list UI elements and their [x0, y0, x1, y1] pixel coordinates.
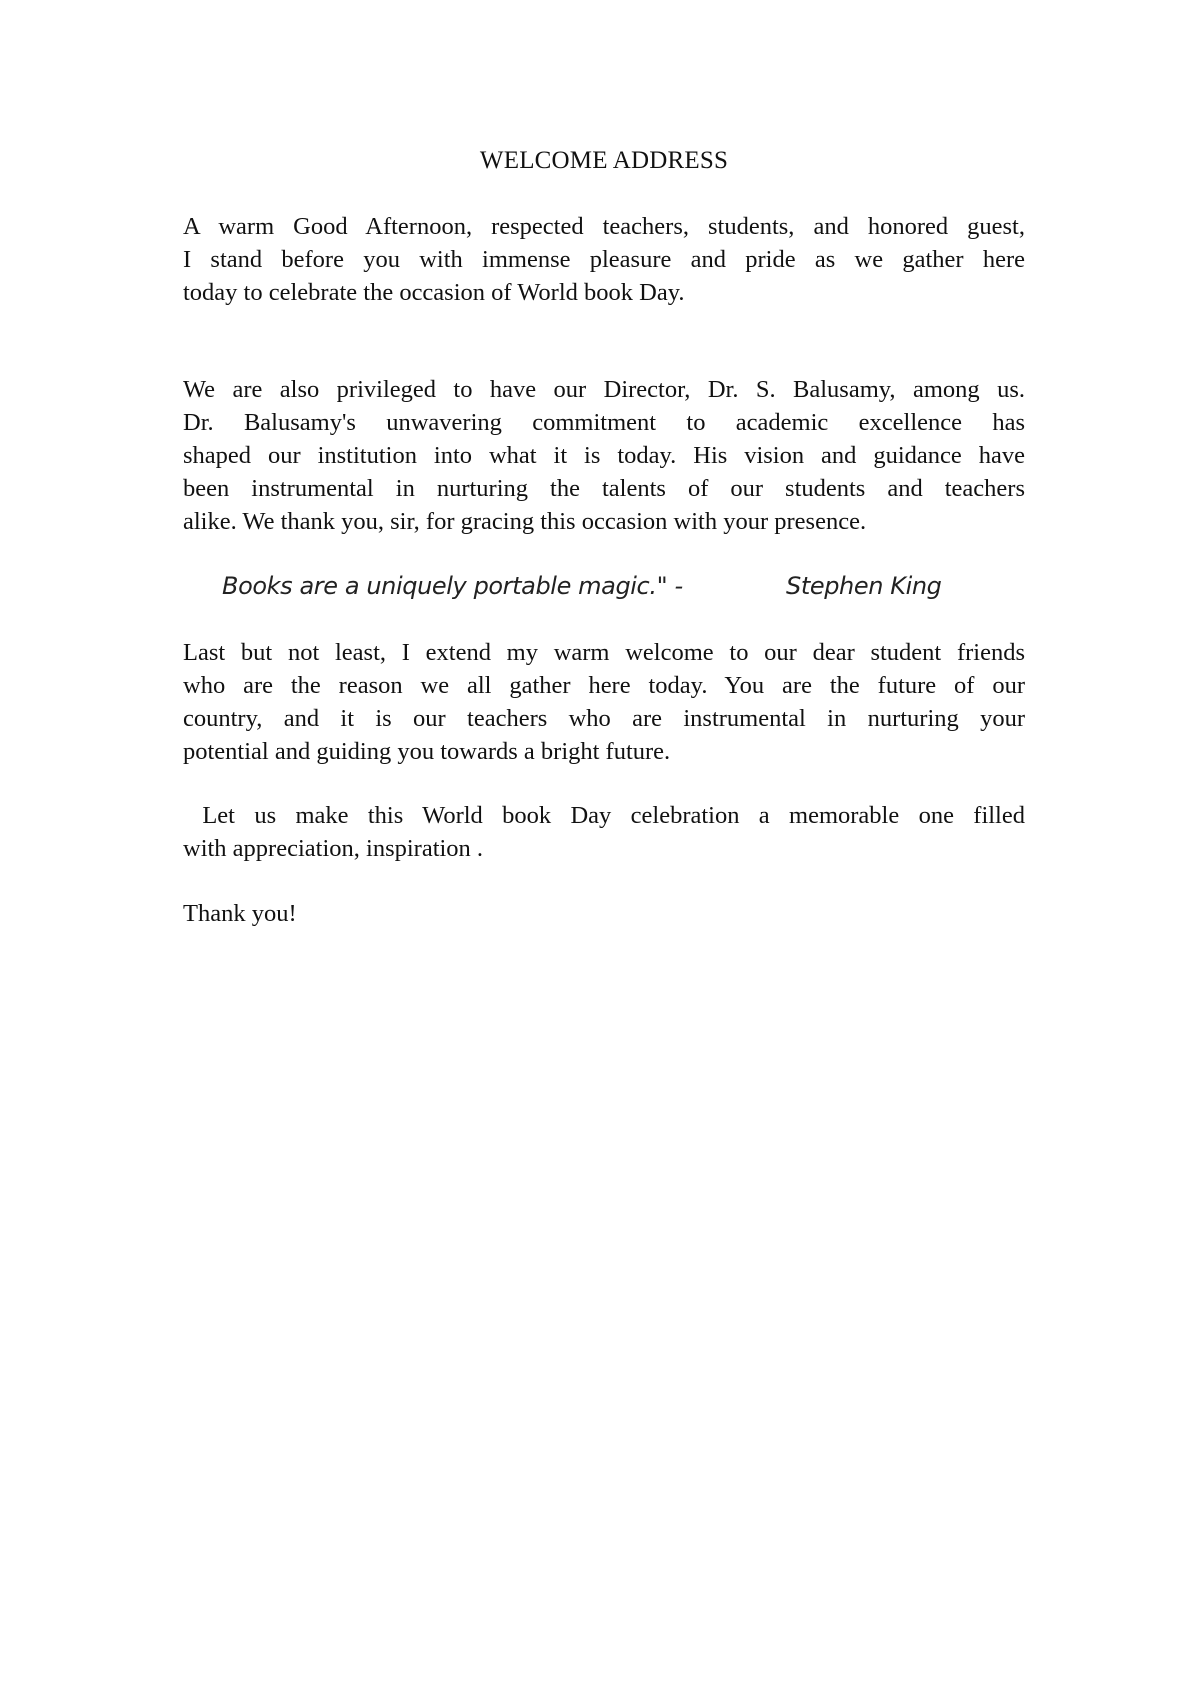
paragraph-line: who are the reason we all gather here today. You are the future of our — [183, 672, 1025, 699]
paragraph-line: been instrumental in nurturing the talents of our students and teachers — [183, 475, 1025, 502]
greeting-paragraph — [183, 210, 1025, 309]
paragraph-line: country, and it is our teachers who are instrumental in nurturing your — [183, 705, 1025, 732]
paragraph-line: potential and guiding you towards a bright future. — [183, 738, 671, 765]
paragraph-line: We are also privileged to have our Director, Dr. S. Balusamy, among us. — [183, 376, 1025, 403]
celebration-paragraph — [183, 799, 1025, 865]
paragraph-line: shaped our institution into what it is today. His vision and guidance have — [183, 442, 1025, 469]
quote-author: Stephen King — [786, 572, 942, 600]
paragraph-line: Last but not least, I extend my warm welcome to our dear student friends — [183, 639, 1025, 666]
document-title: WELCOME ADDRESS — [479, 147, 729, 174]
paragraph-line: Let us make this World book Day celebration a memorable one filled — [183, 802, 1025, 829]
students-paragraph — [183, 636, 1025, 768]
closing-line — [183, 897, 1025, 930]
director-paragraph — [183, 373, 1025, 538]
quote-text: Books are a uniquely portable magic." - — [222, 572, 683, 600]
closing-text: Thank you! — [183, 900, 297, 927]
paragraph-line: Dr. Balusamy's unwavering commitment to academic excellence has — [183, 409, 1025, 436]
paragraph-line: A warm Good Afternoon, respected teachers, students, and honored guest, — [183, 213, 1025, 240]
paragraph-line: today to celebrate the occasion of World book Day. — [183, 279, 685, 306]
paragraph-line: with appreciation, inspiration . — [183, 835, 484, 862]
paragraph-line: I stand before you with immense pleasure and pride as we gather here — [183, 246, 1025, 273]
quote — [0, 568, 1200, 604]
paragraph-line: alike. We thank you, sir, for gracing this occasion with your presence. — [183, 508, 867, 535]
